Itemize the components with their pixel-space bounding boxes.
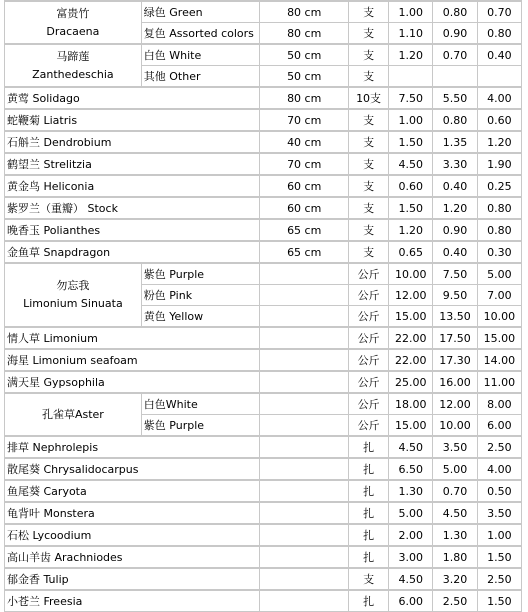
price-cell-3: 4.00 [477, 87, 521, 109]
unit-cell: 支 [348, 175, 388, 197]
table-row [5, 568, 522, 590]
unit-cell: 支 [348, 153, 388, 175]
size-cell: 40 cm [260, 131, 349, 153]
price-cell-1: 5.00 [389, 502, 433, 524]
table-row [5, 436, 522, 458]
price-cell-2: 0.90 [433, 23, 477, 45]
size-cell: 65 cm [260, 219, 349, 241]
price-cell-1: 0.65 [389, 241, 433, 263]
item-name-cell [5, 44, 142, 87]
price-cell-3: 5.00 [477, 263, 521, 285]
item-name-cell [5, 524, 260, 546]
unit-cell: 扎 [348, 502, 388, 524]
unit-cell: 支 [348, 568, 388, 590]
table-row [5, 349, 522, 371]
item-name: 龟背叶 Monstera [7, 506, 95, 520]
item-name: 富贵竹 [56, 6, 90, 20]
size-cell: 60 cm [260, 175, 349, 197]
price-cell-1: 22.00 [389, 327, 433, 349]
unit-cell: 支 [348, 23, 388, 45]
price-cell-1: 15.00 [389, 306, 433, 328]
item-name-cell [5, 393, 142, 436]
price-cell-3: 0.70 [477, 1, 521, 23]
price-cell-2: 3.30 [433, 153, 477, 175]
size-cell [260, 590, 349, 612]
price-cell-3: 2.50 [477, 568, 521, 590]
table-row [5, 219, 522, 241]
price-cell-1: 10.00 [389, 263, 433, 285]
price-cell-2 [433, 66, 477, 88]
variety-cell: 粉色 Pink [141, 285, 260, 306]
price-cell-2: 5.00 [433, 458, 477, 480]
item-name-cell [5, 546, 260, 568]
price-cell-1: 1.50 [389, 197, 433, 219]
unit-cell: 公斤 [348, 327, 388, 349]
unit-cell: 扎 [348, 546, 388, 568]
price-cell-3: 0.30 [477, 241, 521, 263]
price-cell-1: 15.00 [389, 415, 433, 437]
item-name: 孔雀草Aster [41, 407, 104, 421]
unit-cell: 10支 [348, 87, 388, 109]
unit-cell: 扎 [348, 524, 388, 546]
item-name: 满天星 Gypsophila [7, 375, 105, 389]
unit-cell: 支 [348, 197, 388, 219]
table-row [5, 327, 522, 349]
price-cell-3: 1.00 [477, 524, 521, 546]
unit-cell: 扎 [348, 590, 388, 612]
price-list [4, 0, 522, 612]
item-name: 金鱼草 Snapdragon [7, 245, 111, 259]
price-cell-2: 5.50 [433, 87, 477, 109]
price-cell-3: 10.00 [477, 306, 521, 328]
variety-cell: 紫色 Purple [141, 415, 260, 437]
item-name: 高山羊齿 Arachniodes [7, 550, 123, 564]
price-cell-3: 1.90 [477, 153, 521, 175]
item-name-cell [5, 1, 142, 44]
size-cell: 65 cm [260, 241, 349, 263]
price-cell-2: 0.70 [433, 44, 477, 66]
unit-cell: 公斤 [348, 285, 388, 306]
price-cell-3 [477, 66, 521, 88]
table-row [5, 458, 522, 480]
unit-cell: 公斤 [348, 263, 388, 285]
price-cell-3: 11.00 [477, 371, 521, 393]
size-cell: 80 cm [260, 87, 349, 109]
price-cell-3: 3.50 [477, 502, 521, 524]
table-row [5, 109, 522, 131]
price-cell-2: 13.50 [433, 306, 477, 328]
variety-cell: 紫色 Purple [141, 263, 260, 285]
price-cell-2: 3.20 [433, 568, 477, 590]
unit-cell: 支 [348, 109, 388, 131]
size-cell: 50 cm [260, 44, 349, 66]
price-cell-1: 1.10 [389, 23, 433, 45]
size-cell: 60 cm [260, 197, 349, 219]
size-cell: 70 cm [260, 109, 349, 131]
table-row [5, 197, 522, 219]
item-name: 马蹄莲 [56, 49, 90, 63]
table-row [5, 502, 522, 524]
item-name-cell [5, 590, 260, 612]
variety-cell: 黄色 Yellow [141, 306, 260, 328]
variety-cell: 白色White [141, 393, 260, 415]
price-cell-1: 1.50 [389, 131, 433, 153]
price-cell-1: 12.00 [389, 285, 433, 306]
table-row [5, 44, 522, 66]
price-cell-2: 17.50 [433, 327, 477, 349]
item-name: 鹤望兰 Strelitzia [7, 157, 92, 171]
unit-cell: 支 [348, 219, 388, 241]
price-cell-1: 1.00 [389, 109, 433, 131]
item-name: 情人草 Limonium [7, 331, 98, 345]
variety-cell: 复色 Assorted colors [141, 23, 260, 45]
item-name-cell [5, 458, 260, 480]
item-name: 排草 Nephrolepis [7, 440, 99, 454]
table-row [5, 371, 522, 393]
size-cell: 50 cm [260, 66, 349, 88]
unit-cell: 扎 [348, 480, 388, 502]
price-cell-2: 3.50 [433, 436, 477, 458]
item-name-cell [5, 502, 260, 524]
price-cell-2: 7.50 [433, 263, 477, 285]
flower-price-table [4, 0, 522, 612]
table-row [5, 590, 522, 612]
price-cell-1: 4.50 [389, 568, 433, 590]
price-cell-3: 1.50 [477, 590, 521, 612]
unit-cell: 公斤 [348, 415, 388, 437]
price-cell-2: 9.50 [433, 285, 477, 306]
price-cell-3: 8.00 [477, 393, 521, 415]
size-cell [260, 502, 349, 524]
price-cell-2: 1.20 [433, 197, 477, 219]
unit-cell: 扎 [348, 436, 388, 458]
unit-cell: 扎 [348, 458, 388, 480]
price-cell-2: 10.00 [433, 415, 477, 437]
price-cell-1: 1.20 [389, 44, 433, 66]
item-name: Limonium Sinuata [23, 297, 123, 310]
unit-cell: 支 [348, 131, 388, 153]
price-cell-3: 14.00 [477, 349, 521, 371]
item-name: 黄金鸟 Heliconia [7, 179, 95, 193]
table-row [5, 524, 522, 546]
price-cell-3: 0.60 [477, 109, 521, 131]
price-cell-1: 22.00 [389, 349, 433, 371]
table-row [5, 546, 522, 568]
item-name-cell [5, 263, 142, 327]
price-cell-3: 4.00 [477, 458, 521, 480]
price-cell-2: 0.40 [433, 175, 477, 197]
price-cell-1: 25.00 [389, 371, 433, 393]
size-cell: 80 cm [260, 23, 349, 45]
item-name: 散尾葵 Chrysalidocarpus [7, 462, 139, 476]
item-name-cell [5, 87, 260, 109]
size-cell [260, 263, 349, 285]
price-cell-1: 4.50 [389, 436, 433, 458]
price-cell-3: 0.80 [477, 23, 521, 45]
price-cell-2: 16.00 [433, 371, 477, 393]
size-cell: 80 cm [260, 1, 349, 23]
price-cell-1: 0.60 [389, 175, 433, 197]
unit-cell: 公斤 [348, 371, 388, 393]
unit-cell: 公斤 [348, 393, 388, 415]
item-name: 海星 Limonium seafoam [7, 353, 138, 367]
item-name-cell [5, 241, 260, 263]
table-body [5, 1, 522, 612]
price-cell-2: 1.35 [433, 131, 477, 153]
variety-cell: 其他 Other [141, 66, 260, 88]
item-name: 石松 Lycoodium [7, 528, 92, 542]
unit-cell: 公斤 [348, 349, 388, 371]
item-name-cell [5, 349, 260, 371]
item-name-cell [5, 219, 260, 241]
table-row [5, 393, 522, 415]
variety-cell: 白色 White [141, 44, 260, 66]
table-row [5, 263, 522, 285]
price-cell-3: 2.50 [477, 436, 521, 458]
price-cell-2: 12.00 [433, 393, 477, 415]
item-name: Dracaena [46, 24, 100, 38]
price-cell-2: 0.70 [433, 480, 477, 502]
price-cell-3: 15.00 [477, 327, 521, 349]
item-name-cell [5, 153, 260, 175]
size-cell [260, 480, 349, 502]
price-cell-1: 18.00 [389, 393, 433, 415]
price-cell-3: 6.00 [477, 415, 521, 437]
price-cell-1: 7.50 [389, 87, 433, 109]
price-cell-3: 0.80 [477, 219, 521, 241]
table-row [5, 241, 522, 263]
price-cell-1 [389, 66, 433, 88]
size-cell: 70 cm [260, 153, 349, 175]
unit-cell: 支 [348, 1, 388, 23]
variety-cell: 绿色 Green [141, 1, 260, 23]
item-name-cell [5, 327, 260, 349]
price-cell-1: 1.00 [389, 1, 433, 23]
size-cell [260, 458, 349, 480]
price-cell-2: 0.40 [433, 241, 477, 263]
price-cell-3: 1.20 [477, 131, 521, 153]
price-cell-1: 4.50 [389, 153, 433, 175]
price-cell-3: 7.00 [477, 285, 521, 306]
size-cell [260, 285, 349, 306]
price-cell-2: 1.80 [433, 546, 477, 568]
price-cell-2: 1.30 [433, 524, 477, 546]
item-name-cell [5, 568, 260, 590]
price-cell-1: 1.20 [389, 219, 433, 241]
unit-cell: 支 [348, 241, 388, 263]
price-cell-2: 4.50 [433, 502, 477, 524]
item-name-cell [5, 197, 260, 219]
item-name: 鱼尾葵 Caryota [7, 484, 87, 498]
item-name: 蛇鞭菊 Liatris [7, 113, 78, 127]
item-name-cell [5, 371, 260, 393]
table-row [5, 480, 522, 502]
price-cell-3: 0.40 [477, 44, 521, 66]
price-cell-2: 0.80 [433, 109, 477, 131]
table-row [5, 131, 522, 153]
price-cell-2: 2.50 [433, 590, 477, 612]
item-name-cell [5, 109, 260, 131]
size-cell [260, 568, 349, 590]
item-name: 黄莺 Solidago [7, 91, 80, 105]
size-cell [260, 524, 349, 546]
item-name-cell [5, 436, 260, 458]
price-cell-2: 0.90 [433, 219, 477, 241]
price-cell-3: 0.50 [477, 480, 521, 502]
item-name-cell [5, 131, 260, 153]
size-cell [260, 546, 349, 568]
unit-cell: 支 [348, 66, 388, 88]
size-cell [260, 306, 349, 328]
price-cell-3: 1.50 [477, 546, 521, 568]
item-name: 石斛兰 Dendrobium [7, 135, 112, 149]
item-name: 勿忘我 [56, 279, 90, 292]
price-cell-1: 1.30 [389, 480, 433, 502]
size-cell [260, 327, 349, 349]
item-name: 小苍兰 Freesia [7, 594, 83, 608]
item-name-cell [5, 175, 260, 197]
price-cell-2: 0.80 [433, 1, 477, 23]
item-name-cell [5, 480, 260, 502]
unit-cell: 支 [348, 44, 388, 66]
size-cell [260, 436, 349, 458]
table-row [5, 1, 522, 23]
size-cell [260, 371, 349, 393]
price-cell-2: 17.30 [433, 349, 477, 371]
price-cell-1: 2.00 [389, 524, 433, 546]
price-cell-1: 6.00 [389, 590, 433, 612]
price-cell-1: 3.00 [389, 546, 433, 568]
price-cell-3: 0.80 [477, 197, 521, 219]
item-name: 郁金香 Tulip [7, 572, 69, 586]
item-name: 紫罗兰（重瓣） Stock [7, 201, 118, 215]
unit-cell: 公斤 [348, 306, 388, 328]
table-row [5, 153, 522, 175]
price-cell-1: 6.50 [389, 458, 433, 480]
size-cell [260, 393, 349, 415]
price-cell-3: 0.25 [477, 175, 521, 197]
item-name: 晚香玉 Polianthes [7, 223, 101, 237]
size-cell [260, 415, 349, 437]
table-row [5, 87, 522, 109]
item-name: Zanthedeschia [32, 67, 114, 81]
table-row [5, 175, 522, 197]
size-cell [260, 349, 349, 371]
